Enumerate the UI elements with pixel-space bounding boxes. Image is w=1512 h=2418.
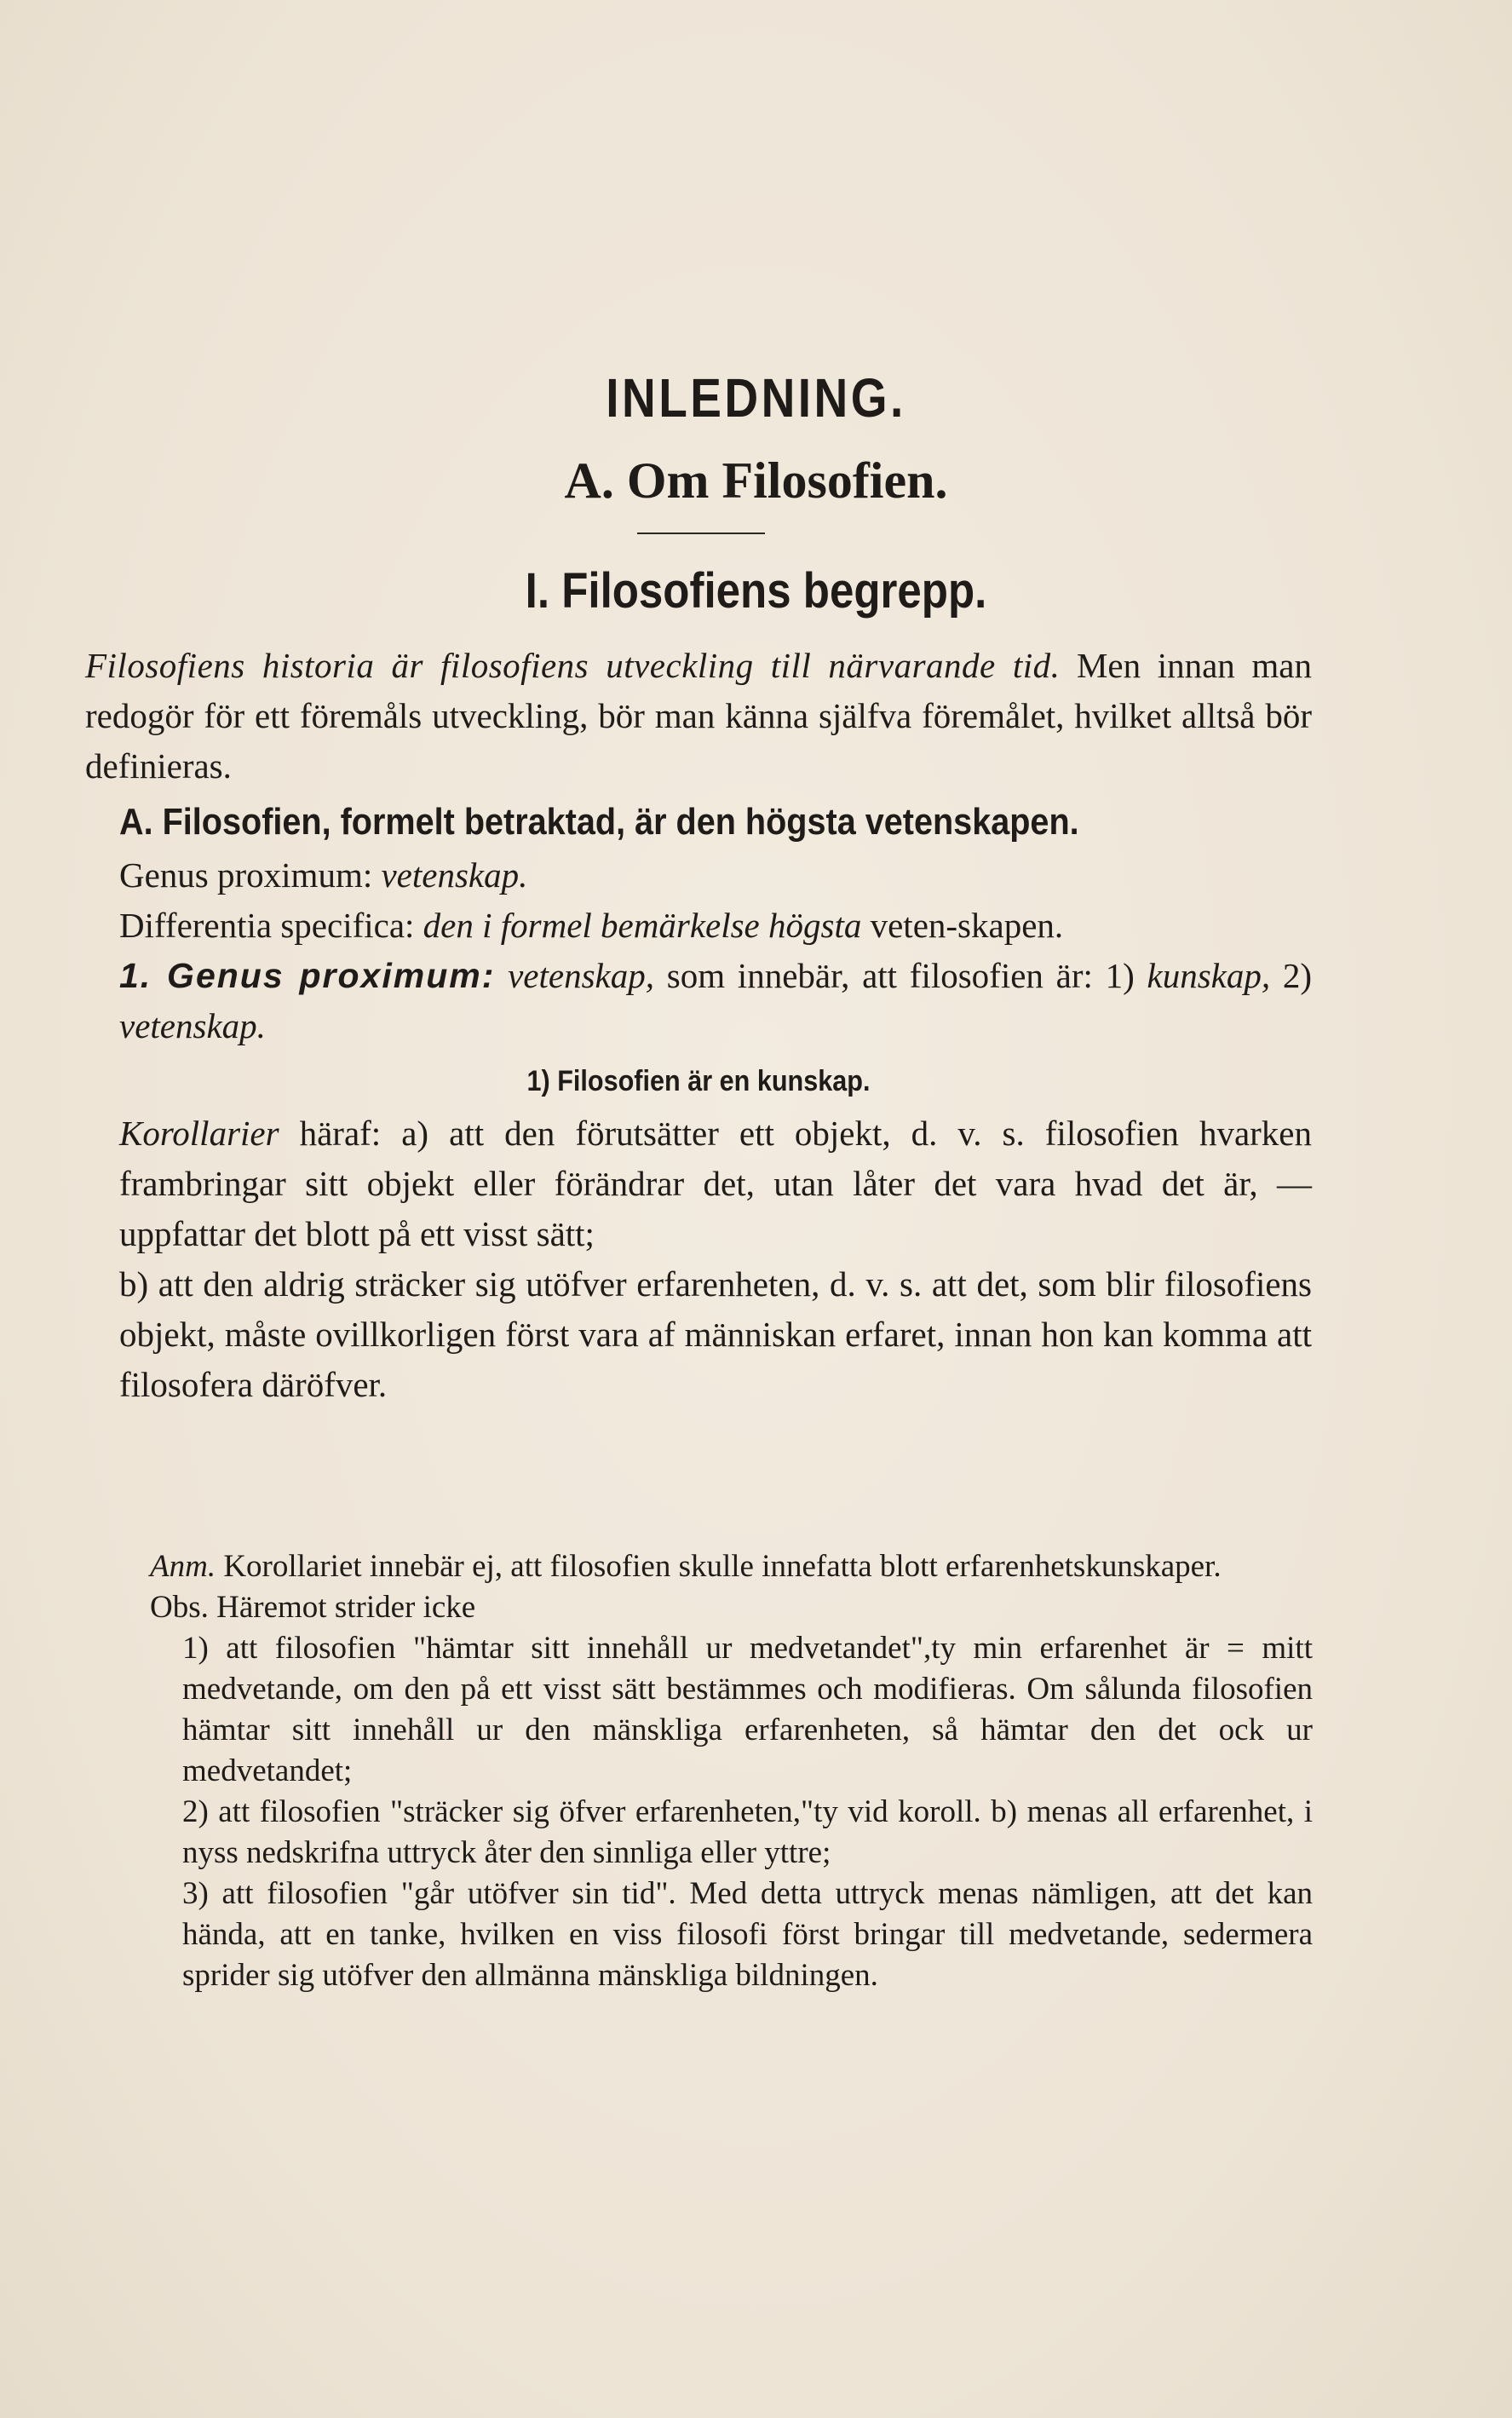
korollarier-b: b) att den aldrig sträcker sig utöfver erfarenheten, d. v. s. att det, som blir filosofiens objekt, måste ovillkorligen först vara af människan erfaret, innan hon kan komma att filosofera däröfver. [119, 1264, 1312, 1404]
list-num-2: 2) [1282, 956, 1313, 995]
korollarier-label: Korollarier [119, 1114, 279, 1153]
anm-label: Anm. [150, 1549, 216, 1584]
intro-paragraph [85, 641, 1312, 792]
notes-block [150, 1546, 1313, 1996]
anm-text: Korollariet innebär ej, att filosofien skulle innefatta blott erfarenhetskunskaper. [223, 1549, 1222, 1584]
point-one [85, 951, 1312, 1051]
intro-italic: Filosofiens historia är filosofiens utveckling till närvarande tid. [85, 646, 1061, 685]
section-heading: A. Om Filosofien. [564, 452, 948, 509]
note-item-3: 3) att filosofien "går utöfver sin tid". Med detta uttryck menas nämligen, att det kan hända, att en tanke, hvilken en viss filosofi först bringar till medvetande, sedermera sprider sig utöfver den allmänna mänskliga bildningen. [182, 1876, 1313, 1993]
obs-note: Obs. Häremot strider icke [150, 1590, 476, 1625]
section-a-heading: A. Filosofien, formelt betraktad, är den högsta vetenskapen. [119, 801, 1079, 843]
differentia-label: Differentia specifica: [119, 906, 415, 945]
divider-rule [637, 533, 765, 534]
differentia-rest: veten-skapen. [870, 906, 1064, 945]
point-one-value: vetenskap, [508, 956, 654, 995]
point-one-rest: som innebär, att filosofien är: [666, 956, 1093, 995]
subheading: 1) Filosofien är en kunskap. [526, 1065, 871, 1097]
genus-label: Genus proximum: [119, 855, 373, 895]
note-item-1: 1) att filosofien "hämtar sitt innehåll ur medvetandet",ty min erfarenhet är = mitt medvetande, om den på ett visst sätt bestämmes och modifieras. Om sålunda filosofien hämtar sitt innehåll ur den mänskliga erfarenheten, så hämtar den det ock ur medvetandet; [182, 1631, 1313, 1788]
chapter-heading: I. Filosofiens begrepp. [525, 563, 987, 619]
genus-line [85, 850, 1312, 901]
korollarier-a-text: häraf: a) att den förutsätter ett objekt, d. v. s. filosofien hvarken frambringar sitt objekt eller förändrar det, utan låter det vara hvad det är, — uppfattar det blott på ett visst sätt; [119, 1114, 1312, 1253]
list-val-1: kunskap, [1147, 956, 1271, 995]
list-val-2: vetenskap. [119, 1006, 266, 1045]
differentia-value: den i formel bemärkelse högsta [423, 906, 862, 945]
point-one-label: 1. Genus proximum: [119, 956, 496, 995]
main-text [85, 641, 1312, 1410]
main-heading: INLEDNING. [606, 367, 906, 429]
list-num-1: 1) [1105, 956, 1135, 995]
differentia-line [85, 901, 1312, 951]
korollarier-a [85, 1108, 1312, 1259]
intro-rest: Men innan man redogör för ett föremåls utveckling, bör man känna själfva föremålet, hvilket alltså bör definieras. [85, 646, 1312, 786]
note-item-2: 2) att filosofien "sträcker sig öfver erfarenheten,"ty vid koroll. b) menas all erfarenhet, i nyss nedskrifna uttryck åter den sinnliga eller yttre; [182, 1794, 1313, 1870]
genus-value: vetenskap. [381, 855, 528, 895]
anm-note [150, 1546, 1313, 1587]
